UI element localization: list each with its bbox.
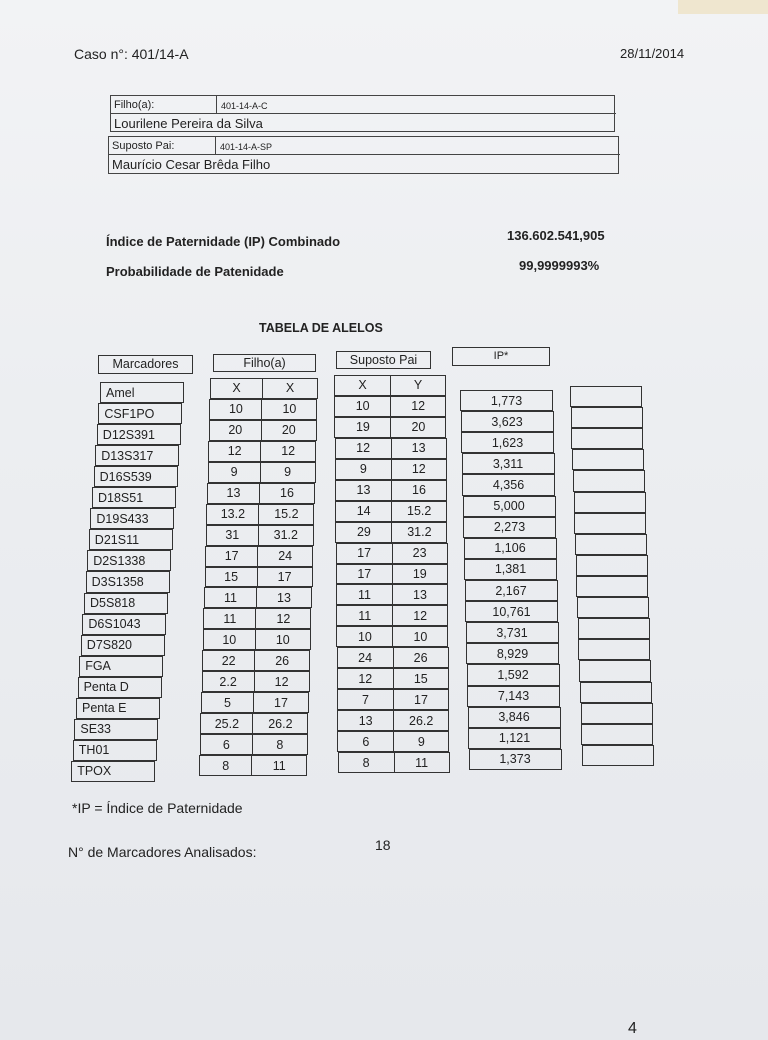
father-allele-x: 12 (337, 668, 394, 689)
ip-value-cell: 1,106 (464, 538, 557, 559)
blank-cell (581, 724, 653, 745)
report-date: 28/11/2014 (620, 46, 685, 61)
ip-value-cell: 1,381 (464, 559, 557, 580)
father-allele-x: 24 (337, 647, 394, 668)
ip-value-cell: 2,167 (465, 580, 558, 601)
father-allele-x: 19 (334, 417, 391, 438)
child-allele-y: 17 (253, 692, 309, 713)
marker-cell: D5S818 (84, 593, 168, 614)
child-allele-y: X (262, 378, 318, 399)
ip-value-cell: 1,592 (467, 664, 560, 685)
father-allele-x: 13 (335, 480, 392, 501)
father-code: 401-14-A-SP (220, 142, 273, 152)
child-allele-y: 12 (254, 671, 310, 692)
father-allele-x: 9 (335, 459, 392, 480)
father-allele-y: 15 (393, 668, 449, 689)
child-allele-x: 25.2 (200, 713, 253, 734)
marker-cell: CSF1PO (98, 403, 182, 424)
blank-cell (571, 407, 643, 428)
ip-value-cell: 1,773 (460, 390, 553, 411)
ip-value-cell: 1,121 (468, 728, 561, 749)
child-box (110, 95, 615, 132)
child-allele-y: 16 (259, 483, 315, 504)
marker-cell: Penta D (78, 677, 162, 698)
child-allele-x: 12 (208, 441, 261, 462)
father-allele-x: 8 (338, 752, 395, 773)
ip-value-cell: 3,311 (462, 453, 555, 474)
father-allele-x: 7 (337, 689, 394, 710)
child-allele-x: 31 (206, 525, 259, 546)
child-name: Lourilene Pereira da Silva (114, 116, 263, 131)
father-allele-x: 11 (336, 584, 393, 605)
child-allele-x: 2.2 (202, 671, 255, 692)
father-allele-y: 16 (391, 480, 447, 501)
ip-value-cell: 8,929 (466, 643, 559, 664)
father-allele-y: 12 (391, 459, 447, 480)
ip-value-cell: 5,000 (463, 496, 556, 517)
child-allele-y: 10 (255, 629, 311, 650)
father-allele-y: 19 (392, 564, 448, 585)
blank-cell (577, 597, 649, 618)
father-allele-x: 10 (334, 396, 391, 417)
page-mark: 4 (628, 1020, 637, 1037)
marker-cell: D16S539 (94, 466, 178, 487)
child-allele-x: 5 (201, 692, 254, 713)
child-label: Filho(a): (114, 99, 155, 111)
blank-cell (571, 428, 643, 449)
father-allele-y: 11 (394, 752, 450, 773)
marker-cell: Amel (100, 382, 184, 403)
father-label: Suposto Pai: (112, 140, 175, 152)
child-allele-y: 31.2 (258, 525, 314, 546)
child-code: 401-14-A-C (221, 101, 268, 111)
ip-value-cell: 10,761 (465, 601, 558, 622)
father-allele-y: 13 (391, 438, 447, 459)
blank-cell (578, 618, 650, 639)
blank-cell (573, 470, 645, 491)
marker-cell: TH01 (73, 740, 157, 761)
father-box (108, 136, 619, 174)
child-allele-x: 10 (203, 629, 256, 650)
table-title: TABELA DE ALELOS (259, 321, 383, 335)
father-allele-x: 29 (335, 522, 392, 543)
marker-cell: D12S391 (97, 424, 181, 445)
marker-cell: D7S820 (81, 635, 165, 656)
father-allele-x: X (334, 375, 391, 396)
probability-value: 99,9999993% (519, 258, 600, 273)
footnote: *IP = Índice de Paternidade (72, 800, 243, 816)
father-allele-y: 9 (393, 731, 449, 752)
child-allele-y: 12 (255, 608, 311, 629)
blank-cell (574, 513, 646, 534)
father-allele-y: 23 (392, 543, 448, 564)
child-allele-y: 11 (251, 755, 307, 776)
blank-cell (581, 703, 653, 724)
child-allele-x: 9 (208, 462, 261, 483)
blank-cell (580, 682, 652, 703)
child-allele-x: 6 (200, 734, 253, 755)
child-allele-y: 13 (256, 587, 312, 608)
ip-value-cell: 1,623 (461, 432, 554, 453)
marker-cell: D19S433 (90, 508, 174, 529)
ip-value-cell: 1,373 (469, 749, 562, 770)
child-allele-x: 20 (209, 420, 262, 441)
father-allele-x: 13 (337, 710, 394, 731)
probability-label: Probabilidade de Patenidade (106, 264, 284, 279)
child-allele-y: 26 (254, 650, 310, 671)
child-allele-x: 17 (205, 546, 258, 567)
child-allele-x: X (210, 378, 263, 399)
father-allele-y: 20 (390, 417, 446, 438)
child-allele-x: 10 (209, 399, 262, 420)
father-allele-x: 17 (336, 564, 393, 585)
blank-cell (579, 660, 651, 681)
blank-cell (576, 576, 648, 597)
marker-cell: TPOX (71, 761, 155, 782)
ip-value-cell: 3,623 (461, 411, 554, 432)
child-allele-y: 20 (261, 420, 317, 441)
case-number: Caso n°: 401/14-A (74, 46, 189, 62)
father-allele-x: 14 (335, 501, 392, 522)
father-allele-y: 26 (393, 647, 449, 668)
father-allele-x: 11 (336, 605, 393, 626)
father-allele-y: 17 (393, 689, 449, 710)
marker-cell: Penta E (76, 698, 160, 719)
father-header: Suposto Pai (336, 351, 431, 369)
child-allele-x: 22 (202, 650, 255, 671)
child-allele-y: 8 (252, 734, 308, 755)
father-allele-y: 31.2 (391, 522, 447, 543)
father-allele-y: 10 (392, 626, 448, 647)
blank-cell (582, 745, 654, 766)
ip-value-cell: 7,143 (467, 686, 560, 707)
child-allele-x: 11 (204, 587, 257, 608)
father-name: Maurício Cesar Brêda Filho (112, 157, 271, 172)
father-allele-x: 17 (336, 543, 393, 564)
child-allele-y: 26.2 (252, 713, 308, 734)
blank-cell (576, 555, 648, 576)
father-allele-y: 15.2 (391, 501, 447, 522)
father-allele-y: 12 (390, 396, 446, 417)
ip-value-cell: 3,846 (468, 707, 561, 728)
child-allele-x: 13 (207, 483, 260, 504)
child-allele-y: 24 (257, 546, 313, 567)
child-allele-x: 15 (205, 567, 258, 588)
marker-cell: FGA (79, 656, 163, 677)
father-allele-y: Y (390, 375, 446, 396)
blank-cell (578, 639, 650, 660)
child-allele-x: 8 (199, 755, 252, 776)
marker-cell: D3S1358 (86, 571, 170, 592)
paper-stain (678, 0, 768, 14)
ip-value-cell: 4,356 (462, 474, 555, 495)
marker-cell: D13S317 (95, 445, 179, 466)
child-allele-x: 13.2 (206, 504, 259, 525)
father-allele-y: 26.2 (393, 710, 449, 731)
marker-cell: D21S11 (89, 529, 173, 550)
ip-value-cell: 3,731 (466, 622, 559, 643)
father-allele-x: 12 (335, 438, 392, 459)
father-allele-x: 10 (336, 626, 393, 647)
ip-value: 136.602.541,905 (507, 228, 605, 243)
blank-cell (574, 492, 646, 513)
marker-cell: D6S1043 (82, 614, 166, 635)
marker-cell: SE33 (74, 719, 158, 740)
child-allele-y: 12 (260, 441, 316, 462)
marker-cell: D2S1338 (87, 550, 171, 571)
child-allele-y: 15.2 (258, 504, 314, 525)
ip-header: IP* (452, 347, 550, 366)
father-allele-y: 12 (392, 605, 448, 626)
child-allele-y: 9 (260, 462, 316, 483)
ip-value-cell: 2,273 (463, 517, 556, 538)
blank-cell (570, 386, 642, 407)
father-allele-x: 6 (337, 731, 394, 752)
child-allele-y: 10 (261, 399, 317, 420)
blank-cell (575, 534, 647, 555)
markers-count-value: 18 (375, 837, 391, 853)
ip-label: Índice de Paternidade (IP) Combinado (106, 234, 341, 249)
markers-header: Marcadores (98, 355, 193, 374)
child-allele-x: 11 (203, 608, 256, 629)
blank-cell (572, 449, 644, 470)
child-allele-y: 17 (257, 567, 313, 588)
child-header: Filho(a) (213, 354, 316, 372)
marker-cell: D18S51 (92, 487, 176, 508)
father-allele-y: 13 (392, 584, 448, 605)
markers-count-label: N° de Marcadores Analisados: (68, 844, 257, 860)
